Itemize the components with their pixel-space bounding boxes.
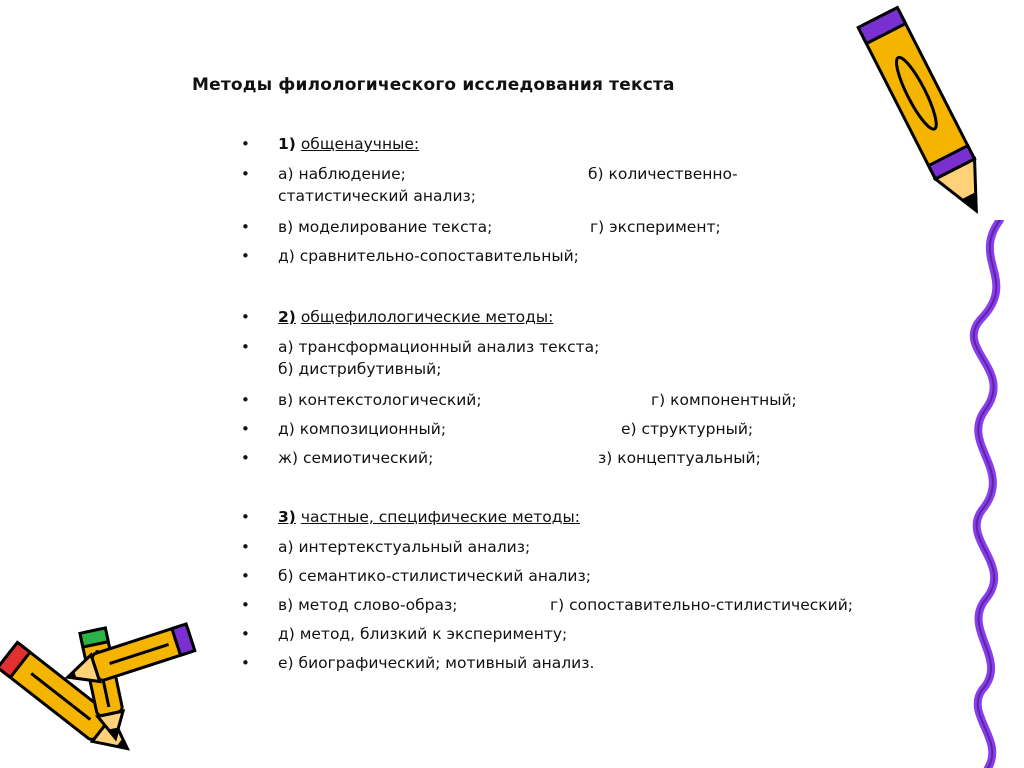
section-number: 1): [278, 135, 296, 153]
item-continuation: б) дистрибутивный;: [278, 360, 442, 378]
item-left: в) моделирование текста;: [278, 218, 493, 236]
list-item: [241, 565, 591, 587]
section-heading: общенаучные:: [300, 135, 420, 153]
item-left: а) наблюдение;: [278, 165, 406, 183]
bullet-dot: •: [241, 165, 250, 183]
pencil-icon: [0, 610, 210, 768]
list-item: [241, 389, 797, 411]
section-1-heading: [241, 133, 420, 155]
section-number: 2): [278, 308, 296, 326]
bullet-dot: •: [241, 338, 250, 356]
item-left: б) семантико-стилистический анализ;: [278, 567, 591, 585]
bullet-dot: •: [241, 654, 250, 672]
squiggle-line-icon: [960, 220, 1024, 768]
bullet-dot: •: [241, 449, 250, 467]
slide-title: Методы филологического исследования текста: [192, 75, 675, 95]
list-item: [241, 447, 761, 469]
bullet-dot: •: [241, 135, 250, 153]
item-right: б) количественно-: [588, 165, 738, 183]
item-right: з) концептуальный;: [598, 449, 761, 467]
item-left: а) интертекстуальный анализ;: [278, 538, 531, 556]
section-heading: общефилологические методы:: [300, 308, 554, 326]
bullet-dot: •: [241, 420, 250, 438]
bullet-dot: •: [241, 596, 250, 614]
item-left: в) метод слово-образ;: [278, 596, 458, 614]
bullet-dot: •: [241, 625, 250, 643]
item-left: д) метод, близкий к эксперименту;: [278, 625, 568, 643]
bullet-dot: •: [241, 508, 250, 526]
item-left: ж) семиотический;: [278, 449, 434, 467]
item-right: г) компонентный;: [651, 391, 797, 409]
list-item: [241, 623, 568, 645]
list-item: [241, 163, 738, 207]
bullet-dot: •: [241, 567, 250, 585]
item-left: д) композиционный;: [278, 420, 447, 438]
section-2-heading: [241, 306, 554, 328]
section-number: 3): [278, 508, 296, 526]
item-right: г) сопоставительно-стилистический;: [550, 596, 853, 614]
item-continuation: статистический анализ;: [278, 187, 477, 205]
bullet-dot: •: [241, 538, 250, 556]
list-item: [241, 652, 595, 674]
section-3-heading: [241, 506, 580, 528]
bullet-dot: •: [241, 247, 250, 265]
list-item: [241, 418, 754, 440]
item-left: а) трансформационный анализ текста;: [278, 338, 600, 356]
list-item: [241, 594, 853, 616]
bullet-dot: •: [241, 308, 250, 326]
item-left: е) биографический; мотивный анализ.: [278, 654, 595, 672]
list-item: [241, 336, 600, 380]
list-item: [241, 216, 721, 238]
item-right: г) эксперимент;: [590, 218, 721, 236]
section-heading: частные, специфические методы:: [300, 508, 580, 526]
pencil-icon: [850, 0, 1010, 245]
item-left: в) контекстологический;: [278, 391, 482, 409]
item-right: е) структурный;: [621, 420, 754, 438]
item-left: д) сравнительно-сопоставительный;: [278, 247, 579, 265]
list-item: [241, 245, 579, 267]
list-item: [241, 536, 531, 558]
bullet-dot: •: [241, 218, 250, 236]
bullet-dot: •: [241, 391, 250, 409]
